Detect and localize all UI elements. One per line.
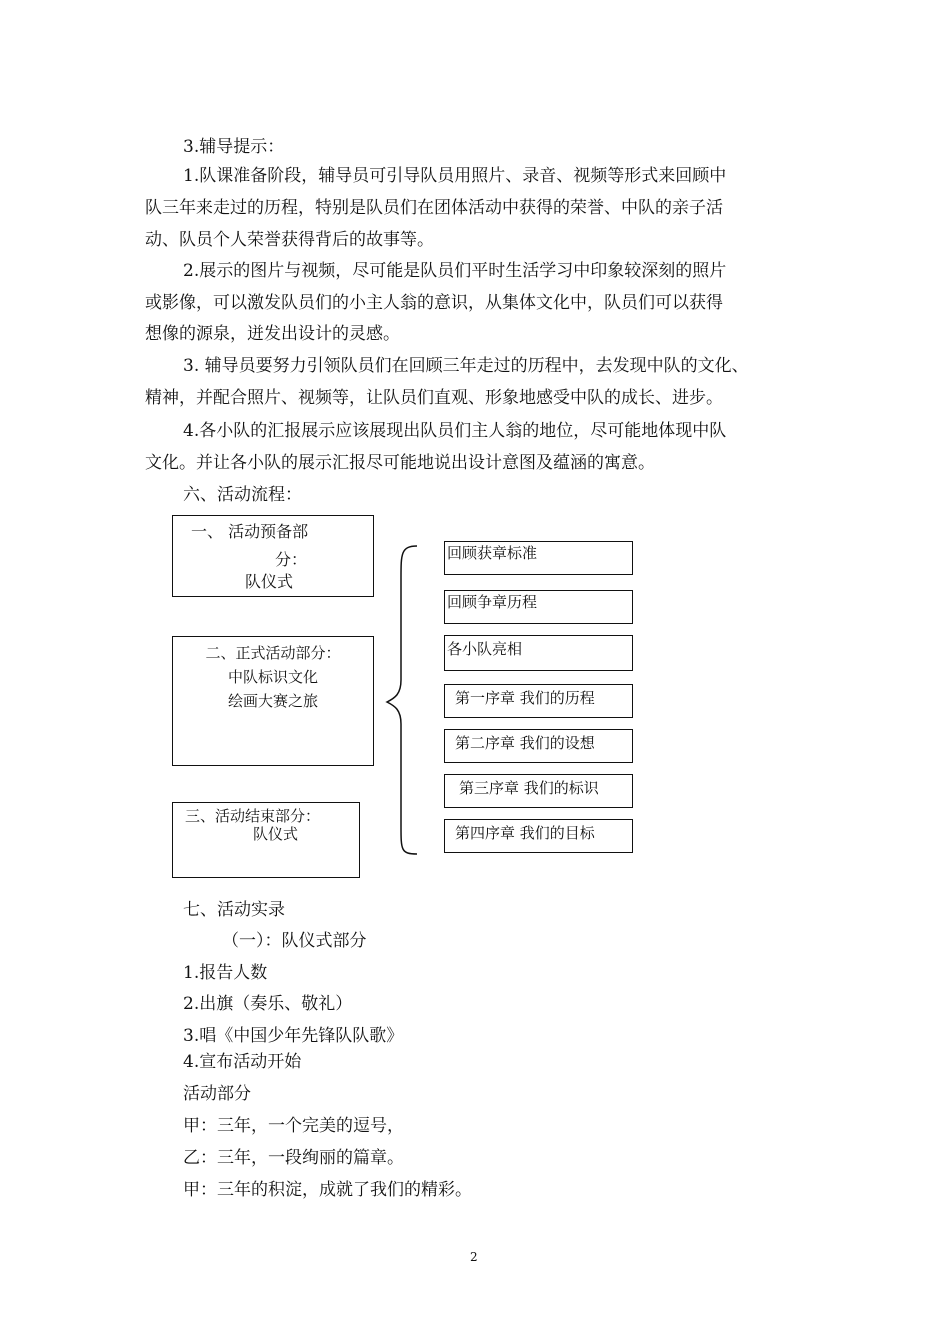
tip-2-line-2: 或影像，可以激发队员们的小主人翁的意识，从集体文化中，队员们可以获得: [145, 293, 723, 313]
flow-box-end: [172, 802, 360, 878]
record-item-4: 4.宣布活动开始: [183, 1052, 302, 1072]
tip-1-line-2: 队三年来走过的历程，特别是队员们在团体活动中获得的荣誉、中队的亲子活: [145, 198, 723, 218]
step-box-1: 回顾获章标准: [444, 541, 633, 575]
tip-4-line-1: 4.各小队的汇报展示应该展现出队员们主人翁的地位，尽可能地体现中队: [183, 421, 727, 441]
record-item-2: 2.出旗（奏乐、敬礼）: [183, 994, 353, 1014]
flow-box-end-line-2: 队仪式: [253, 825, 299, 843]
tip-3-line-2: 精神，并配合照片、视频等，让队员们直观、形象地感受中队的成长、进步。: [145, 388, 723, 408]
flow-box-end-line-1: 三、活动结束部分：: [185, 807, 321, 825]
record-heading: 七、活动实录: [183, 900, 285, 920]
flow-box-prep-line-1: 一、 活动预备部: [191, 522, 309, 541]
step-box-4: 第一序章 我们的历程: [444, 684, 633, 718]
tip-2-line-1: 2.展示的图片与视频，尽可能是队员们平时生活学习中印象较深刻的照片: [183, 261, 727, 281]
record-item-3: 3.唱《中国少年先锋队队歌》: [183, 1026, 404, 1046]
record-item-8: 甲：三年的积淀，成就了我们的精彩。: [183, 1180, 472, 1200]
guidance-heading: 3.辅导提示：: [183, 137, 285, 157]
flow-box-prep-line-3: 队仪式: [245, 572, 294, 591]
record-item-7: 乙：三年，一段绚丽的篇章。: [183, 1148, 404, 1168]
tip-3-line-1: 3. 辅导员要努力引领队员们在回顾三年走过的历程中，去发现中队的文化、: [183, 356, 749, 376]
record-item-6: 甲：三年，一个完美的逗号，: [183, 1116, 404, 1136]
flow-box-main-line-2: 中队标识文化: [227, 668, 318, 686]
tip-1-line-3: 动、队员个人荣誉获得背后的故事等。: [145, 230, 434, 250]
flow-box-prep: [172, 515, 374, 597]
step-box-7: 第四序章 我们的目标: [444, 819, 633, 853]
flow-box-main-line-1: 二、正式活动部分：: [205, 644, 341, 662]
tip-1-line-1: 1.队课准备阶段，辅导员可引导队员用照片、录音、视频等形式来回顾中: [183, 166, 727, 186]
flow-box-main: [172, 636, 374, 766]
record-item-5: 活动部分: [183, 1084, 251, 1104]
tip-2-line-3: 想像的源泉，迸发出设计的灵感。: [145, 324, 400, 344]
tip-4-line-2: 文化。并让各小队的展示汇报尽可能地说出设计意图及蕴涵的寓意。: [145, 453, 655, 473]
step-box-5: 第二序章 我们的设想: [444, 729, 633, 763]
page-number: 2: [470, 1250, 478, 1264]
step-box-3: 各小队亮相: [444, 635, 633, 671]
brace-icon: [385, 542, 425, 862]
record-item-1: 1.报告人数: [183, 963, 268, 983]
flow-box-main-line-3: 绘画大赛之旅: [227, 692, 318, 710]
flow-box-prep-line-2: 分：: [275, 550, 308, 569]
record-subheading: （一）：队仪式部分: [222, 931, 367, 951]
step-box-2: 回顾争章历程: [444, 590, 633, 624]
flow-heading: 六、活动流程：: [183, 485, 302, 505]
step-box-6: 第三序章 我们的标识: [444, 774, 633, 808]
